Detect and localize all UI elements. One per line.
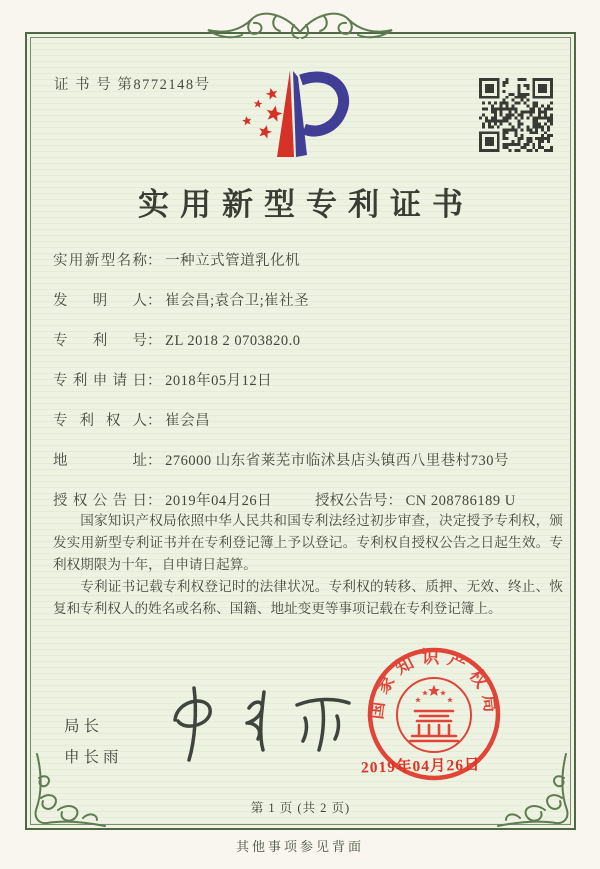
cnipa-patent-logo [227, 65, 359, 165]
back-side-note: 其他事项参见背面 [235, 839, 364, 854]
field-label: 专利申请日 [53, 373, 147, 389]
seal-national-emblem [397, 678, 471, 752]
legal-paragraph-2: 专利证书记载专利权登记时的法律状况。专利权的转移、质押、无效、终止、恢复和专利权人的姓名或名称、国籍、地址变更等事项记载在专利登记簿上。 [53, 579, 563, 616]
field-label: 地址 [53, 453, 147, 469]
svg-text:国家知识产权局 [366, 647, 502, 720]
field-label: 发明人 [53, 293, 147, 309]
field-row-grant [53, 489, 562, 509]
page-number: 第 1 页 (共 2 页) [250, 801, 351, 815]
field-value: 276000 山东省莱芜市临沭县店头镇西八里巷村730号 [165, 453, 509, 469]
legal-paragraph-1: 国家知识产权局依照中华人民共和国专利法经过初步审查，决定授予专利权，颁发实用新型专利证书并在专利登记簿上予以登记。专利权自授权公告之日起生效。专利权期限为十年，自申请日起算。 [53, 513, 563, 572]
grant-number: 授权公告号： CN 208786189 U [315, 493, 516, 509]
logo-p-glyph [293, 71, 344, 157]
frame-top-flourish-ornament [200, 5, 400, 45]
officer-title: 局长 [64, 718, 104, 735]
field-value: ZL 2018 2 0703820.0 [165, 333, 301, 349]
frame-corner-ornament-right [494, 752, 572, 830]
field-value: 2018年05月12日 [165, 373, 273, 389]
field-value: 2019年04月26日 [165, 493, 273, 509]
qr-code [479, 78, 553, 152]
field-row-address: 地址： 276000 山东省莱芜市临沭县店头镇西八里巷村730号 [53, 449, 562, 469]
field-row-name: 实用新型名称： 一种立式管道乳化机 [53, 249, 562, 269]
officer-name: 申长雨 [64, 749, 123, 766]
field-label: 专利权人 [53, 413, 147, 429]
field-value: 一种立式管道乳化机 [165, 253, 301, 269]
frame-corner-ornament-left [31, 752, 109, 830]
certificate-frame [25, 32, 576, 830]
field-label: 专利号 [53, 333, 147, 349]
field-value: 崔会昌;袁合卫;崔社圣 [165, 293, 310, 309]
field-row-inventor: 发明人： 崔会昌;袁合卫;崔社圣 [53, 289, 562, 309]
seal-agency-text: 国家知识产权局 [365, 647, 503, 721]
signature-handwriting [149, 678, 364, 773]
certificate-title: 实用新型专利证书 [138, 187, 474, 222]
field-row-filing-date: 专利申请日： 2018年05月12日 [53, 369, 562, 389]
field-value: 崔会昌 [165, 413, 211, 429]
certificate-inner-area [30, 37, 571, 825]
field-row-patent-number: 专利号： ZL 2018 2 0703820.0 [53, 329, 562, 349]
field-label: 实用新型名称 [53, 253, 147, 269]
seal-date: 2019年04月26日 [360, 756, 481, 777]
grant-date: 授权公告日： 2019年04月26日 [53, 489, 315, 509]
field-row-patentee: 专利权人： 崔会昌 [53, 409, 562, 429]
certificate-number: 证 书 号 第8772148号 [54, 77, 211, 93]
field-label: 授权公告号 [315, 493, 388, 509]
legal-text [53, 510, 563, 620]
field-label: 授权公告日 [53, 493, 147, 509]
field-value: CN 208786189 U [405, 493, 516, 509]
logo-stars [241, 87, 283, 140]
field-list [53, 249, 562, 529]
